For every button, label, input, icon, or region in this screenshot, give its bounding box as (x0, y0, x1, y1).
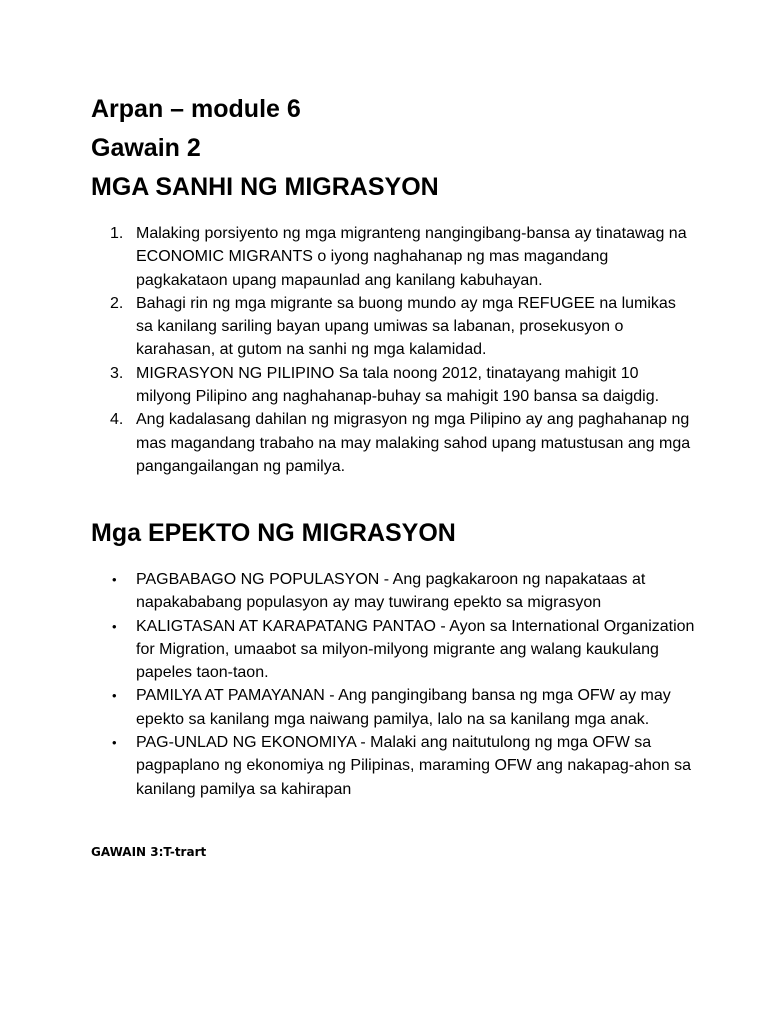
list-item (106, 731, 696, 801)
list-number: 4. (110, 411, 124, 429)
bullet-icon: • (112, 618, 117, 634)
list-item-text: PAG-UNLAD NG EKONOMIYA - Malaki ang naitutulong ng mga OFW sa pagpaplano ng ekonomiya ng Pilipinas, maraming OFW ang nakapag-ahon sa kanilang pamilya sa kahirapan (136, 734, 692, 798)
bullet-icon: • (112, 572, 117, 587)
section-heading-sanhi: MGA SANHI NG MIGRASYON (91, 173, 439, 201)
list-item-text: Bahagi rin ng mga migrante sa buong mundo ay mga REFUGEE na lumikas sa kanilang sariling bayan upang umiwas sa labanan, prosekusyon o karahasan, at gutom na sanhi ng mga kalamidad. (136, 294, 676, 359)
list-item-text: Malaking porsiyento ng mga migranteng nangingibang-bansa ay tinatawag na ECONOMIC MIGRANTS o iyong naghahanap ng mas magandang pagkakataon upang mapaunlad ang kanilang kabuhayan. (136, 225, 687, 289)
list-item (106, 684, 696, 731)
list-item-text: Ang kadalasang dahilan ng migrasyon ng mga Pilipino ay ang paghahanap ng mas magandang trabaho na may malaking sahod upang matustusan ang mga pangangailangan ng pamilya. (136, 411, 691, 475)
list-item (106, 222, 696, 292)
document-title: Arpan – module 6 (91, 95, 301, 123)
list-number: 1. (110, 225, 124, 242)
footer-note: GAWAIN 3:T-trart (91, 845, 207, 859)
list-number: 2. (110, 294, 124, 312)
list-item (106, 615, 696, 685)
list-item-text: PAGBABAGO NG POPULASYON - Ang pagkakaroon ng napakataas at napakababang populasyon ay may tuwirang epekto sa migrasyon (136, 571, 646, 612)
document-subtitle: Gawain 2 (91, 134, 201, 162)
list-item (106, 292, 696, 362)
list-item (106, 408, 696, 478)
list-number: 3. (110, 364, 124, 382)
list-item (106, 362, 696, 409)
bullet-list-epekto (106, 568, 696, 801)
numbered-list-sanhi (106, 222, 696, 478)
section-heading-epekto: Mga EPEKTO NG MIGRASYON (91, 519, 456, 547)
bullet-icon: • (112, 688, 117, 704)
list-item-text: PAMILYA AT PAMAYANAN - Ang pangingibang bansa ng mga OFW ay may epekto sa kanilang mga naiwang pamilya, lalo na sa kanilang mga anak. (136, 687, 671, 728)
list-item-text: KALIGTASAN AT KARAPATANG PANTAO - Ayon sa International Organization for Migration, umaabot sa milyon-milyong migrante ang walang kaukulang papeles taon-taon. (136, 617, 695, 682)
bullet-icon: • (112, 735, 117, 751)
list-item-text: MIGRASYON NG PILIPINO Sa tala noong 2012, tinatayang mahigit 10 milyong Pilipino ang naghahanap-buhay sa mahigit 190 bansa sa daigdig. (136, 364, 660, 406)
list-item (106, 568, 696, 615)
